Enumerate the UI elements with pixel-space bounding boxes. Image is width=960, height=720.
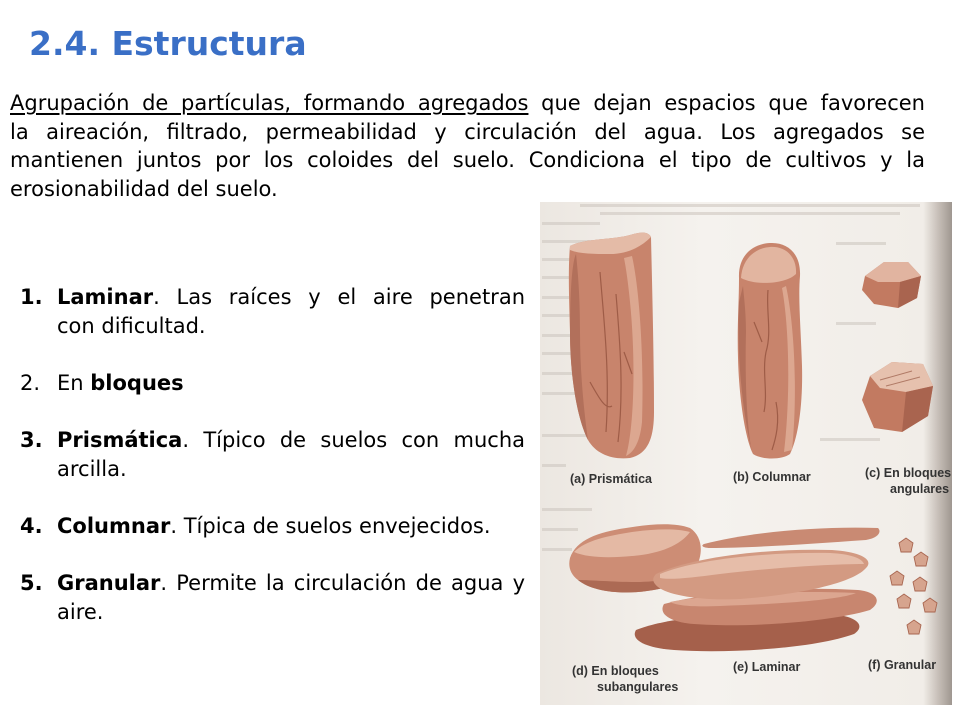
list-item-text-line [57, 369, 525, 398]
list-item-description: . Típica de suelos envejecidos. [170, 514, 491, 538]
list-item-text-line [57, 512, 525, 541]
list-item-number: 3. [20, 428, 43, 452]
list-item-number: 1. [20, 285, 43, 309]
list-item-columnar [20, 512, 525, 541]
list-item-body [57, 369, 525, 398]
intro-underlined-phrase: Agrupación de partículas, formando agregados [10, 91, 529, 115]
intro-paragraph [10, 89, 925, 203]
scan-bleed-line [542, 222, 600, 225]
intro-line-4: erosionabilidad del suelo. [10, 176, 278, 201]
list-item-prefix: En [57, 371, 91, 395]
soil-structure-illustration [540, 202, 952, 705]
list-item-bloques [20, 369, 525, 398]
list-item-term: Laminar [57, 285, 154, 309]
scan-bleed-line [820, 438, 880, 441]
figure-label-granular: (f) Granular [868, 658, 937, 672]
figure-label-angular-blocks-2: angulares [890, 482, 950, 496]
scan-bleed-line [542, 464, 566, 467]
list-item-term: Prismática [57, 428, 183, 452]
list-item-text-line: arcilla. [57, 457, 127, 481]
structure-type-list [20, 283, 525, 655]
list-item-number: 2. [20, 371, 41, 395]
list-item-body [57, 283, 525, 341]
list-item-term: bloques [90, 371, 184, 395]
scan-bleed-line [542, 508, 592, 511]
scan-bleed-line [580, 204, 920, 207]
list-item-body [57, 512, 525, 541]
list-item-body [57, 426, 525, 484]
list-item-description: . Permite la circulación de agua y [160, 571, 525, 595]
scan-bleed-line [600, 212, 900, 215]
scan-bleed-line [836, 322, 876, 325]
list-item-text-line [57, 283, 525, 312]
list-item-text-line [57, 569, 525, 598]
intro-line-2: la aireación, filtrado, permeabilidad y circulación del agua. Los agregados se [10, 119, 925, 144]
list-item-number: 4. [20, 514, 43, 538]
list-item-description: . Las raíces y el aire penetran [153, 285, 525, 309]
list-item-body [57, 569, 525, 627]
list-item-text-line: aire. [57, 600, 104, 624]
scan-bleed-line [542, 528, 578, 531]
figure-label-subangular-blocks: (d) En bloques [572, 664, 659, 678]
list-item-description: . Típico de suelos con mucha [182, 428, 525, 452]
columnar-aggregate [738, 243, 802, 459]
scan-bleed-line [542, 548, 572, 551]
slide-title: 2.4. Estructura [29, 24, 307, 63]
intro-line-1 [10, 89, 925, 118]
scan-bleed-line [542, 434, 588, 437]
list-item-granular [20, 569, 525, 627]
figure-label-angular-blocks: (c) En bloques [865, 466, 952, 480]
list-item-text-line [57, 426, 525, 455]
list-item-laminar [20, 283, 525, 341]
list-item-text-line: con dificultad. [57, 314, 206, 338]
figure-label-laminar: (e) Laminar [733, 660, 801, 674]
figure-label-prismatic: (a) Prismática [570, 472, 652, 486]
figure-label-subangular-blocks-2: subangulares [597, 680, 679, 694]
list-item-prismatica [20, 426, 525, 484]
soil-structure-figure [540, 202, 952, 705]
list-item-number: 5. [20, 571, 43, 595]
list-item-term: Granular [57, 571, 161, 595]
list-item-term: Columnar [57, 514, 171, 538]
figure-label-columnar: (b) Columnar [733, 470, 811, 484]
scan-bleed-line [836, 242, 886, 245]
intro-line-3: mantienen juntos por los coloides del suelo. Condiciona el tipo de cultivos y la [10, 148, 925, 172]
intro-line-1-rest: que dejan espacios que favorecen [528, 91, 925, 115]
